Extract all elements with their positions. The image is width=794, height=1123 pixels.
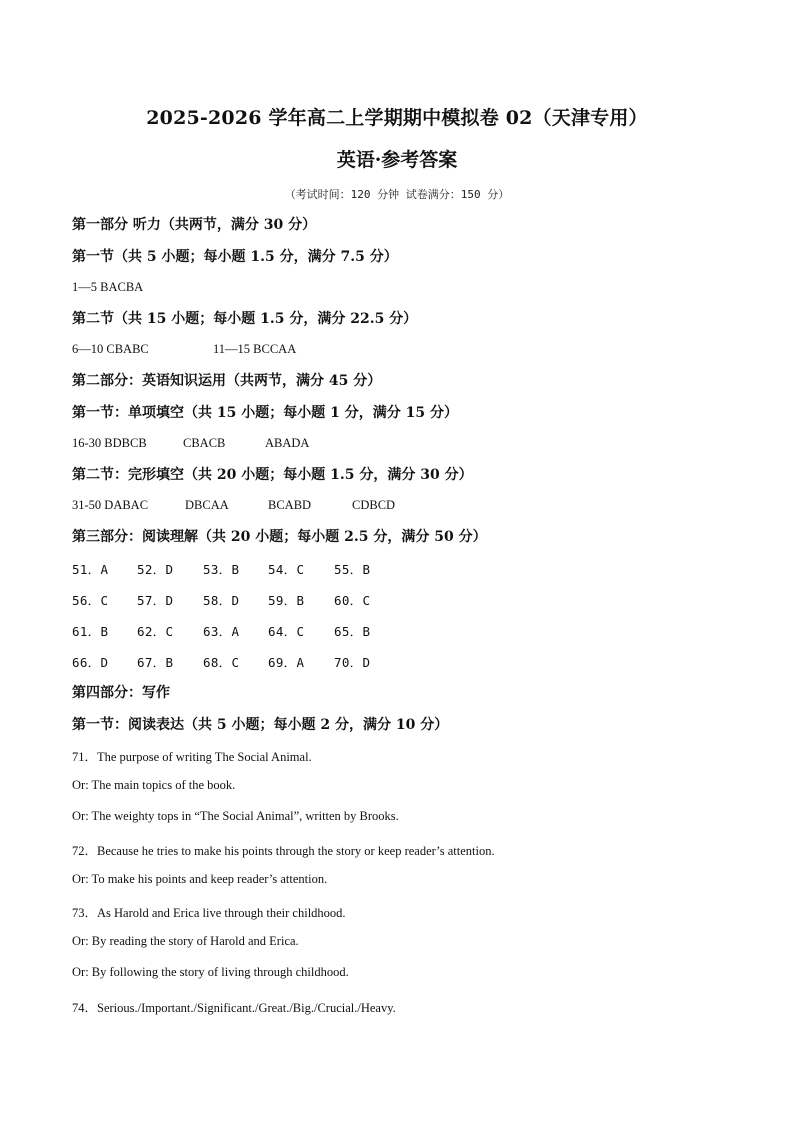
part2-section1-answers-c: ABADA — [265, 436, 310, 450]
answer-item: 65．B — [334, 624, 371, 639]
answer-item: 53．B — [203, 562, 240, 577]
answer-item: 58．D — [203, 593, 240, 608]
part1-section1-heading: 第一节（共 5 小题；每小题 1.5 分，满分 7.5 分） — [72, 249, 398, 265]
answer-line: Or: By following the story of living through childhood. — [72, 965, 349, 979]
exam-info: （考试时间：120 分钟 试卷满分：150 分） — [284, 188, 510, 201]
answer-item: 64．C — [268, 624, 305, 639]
part2-section1-answers-a: 16-30 BDBCB — [72, 436, 147, 450]
answer-line: Or: By reading the story of Harold and Erica. — [72, 934, 299, 948]
part2-heading: 第二部分：英语知识运用（共两节，满分 45 分） — [72, 373, 382, 389]
part3-heading: 第三部分：阅读理解（共 20 小题；每小题 2.5 分，满分 50 分） — [72, 529, 487, 545]
answer-item: 63．A — [203, 624, 240, 639]
part2-section2-heading: 第二节：完形填空（共 20 小题；每小题 1.5 分，满分 30 分） — [72, 467, 473, 483]
part4-section1-heading: 第一节：阅读表达（共 5 小题；每小题 2 分，满分 10 分） — [72, 717, 449, 733]
part2-section1-heading: 第一节：单项填空（共 15 小题；每小题 1 分，满分 15 分） — [72, 405, 458, 421]
answer-item: 67．B — [137, 655, 174, 670]
answer-item: 59．B — [268, 593, 305, 608]
answer-line: 72．Because he tries to make his points through the story or keep reader’s attention. — [72, 844, 495, 858]
answer-line: 73．As Harold and Erica live through their childhood. — [72, 906, 346, 920]
part4-heading: 第四部分：写作 — [72, 685, 170, 701]
answer-item: 70．D — [334, 655, 371, 670]
document-subtitle: 英语·参考答案 — [336, 149, 458, 171]
part2-section2-answers-c: BCABD — [268, 498, 312, 512]
answer-item: 62．C — [137, 624, 174, 639]
answer-line: Or: The main topics of the book. — [72, 778, 236, 792]
document-title: 2025-2026 学年高二上学期期中模拟卷 02（天津专用） — [146, 107, 648, 129]
answer-line: 74．Serious./Important./Significant./Great./Big./Crucial./Heavy. — [72, 1001, 396, 1015]
part1-section2-answers-a: 6—10 CBABC — [72, 342, 149, 356]
answer-item: 54．C — [268, 562, 305, 577]
answer-line: 71．The purpose of writing The Social Animal. — [72, 750, 312, 764]
answer-item: 60．C — [334, 593, 371, 608]
part2-section2-answers-a: 31-50 DABAC — [72, 498, 149, 512]
part2-section2-answers-d: CDBCD — [352, 498, 396, 512]
answer-item: 57．D — [137, 593, 174, 608]
answer-item: 51．A — [72, 562, 109, 577]
part2-section2-answers-b: DBCAA — [185, 498, 229, 512]
answer-item: 68．C — [203, 655, 240, 670]
part1-heading: 第一部分 听力（共两节，满分 30 分） — [72, 217, 317, 233]
part1-section2-answers-b: 11—15 BCCAA — [213, 342, 297, 356]
answer-line: Or: The weighty tops in “The Social Animal”, written by Brooks. — [72, 809, 399, 823]
answer-item: 52．D — [137, 562, 174, 577]
part1-section2-heading: 第二节（共 15 小题；每小题 1.5 分，满分 22.5 分） — [72, 311, 418, 327]
part1-section1-answers: 1—5 BACBA — [72, 280, 144, 294]
answer-item: 66．D — [72, 655, 109, 670]
answer-item: 55．B — [334, 562, 371, 577]
part2-section1-answers-b: CBACB — [183, 436, 226, 450]
answer-item: 61．B — [72, 624, 109, 639]
answer-item: 56．C — [72, 593, 109, 608]
answer-item: 69．A — [268, 655, 305, 670]
answer-line: Or: To make his points and keep reader’s attention. — [72, 872, 328, 886]
